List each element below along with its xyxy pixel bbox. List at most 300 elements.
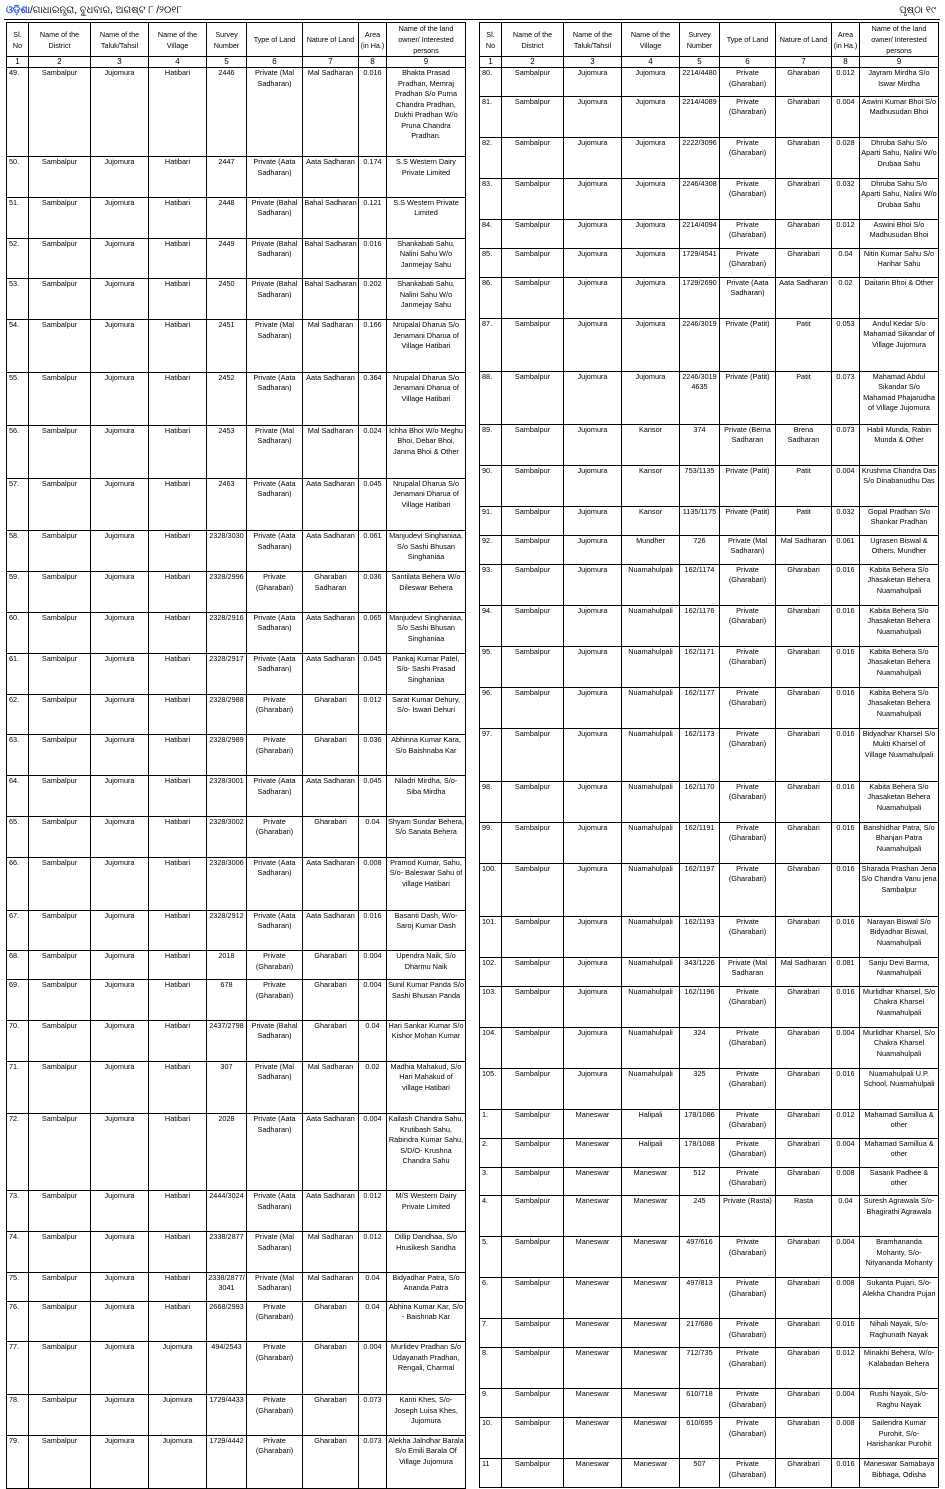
- land-type-cell: Private (Mal Sadharan: [720, 957, 776, 986]
- gazette-issue-info: /ଗାଧାରନ୍ତ୍ରା, ବୁଧବାର, ଅଗଷ୍ଟ ୮ /୨୦୧୮: [30, 5, 182, 16]
- land-nature-cell: Brena Sadharan: [776, 424, 832, 465]
- area-cell: 0.008: [832, 1418, 860, 1459]
- village-cell: Nuamahulpali: [622, 1027, 680, 1068]
- village-cell: Maneswar: [622, 1196, 680, 1237]
- survey-number-cell: 2214/4480: [680, 68, 720, 97]
- land-type-cell: Private (Gharabari): [720, 1348, 776, 1389]
- sl-no-cell: 50.: [7, 157, 29, 198]
- column-number: 8: [359, 57, 387, 68]
- village-cell: Jujomura: [149, 1342, 207, 1395]
- tahsil-cell: Jujomura: [564, 986, 622, 1027]
- area-cell: 0.024: [359, 425, 387, 478]
- village-cell: Hatibari: [149, 279, 207, 320]
- district-cell: Sambalpur: [29, 1020, 91, 1061]
- column-number: 4: [149, 57, 207, 68]
- sl-no-cell: 5.: [480, 1237, 502, 1278]
- district-cell: Sambalpur: [502, 1319, 564, 1348]
- village-cell: Maneswar: [622, 1459, 680, 1488]
- area-cell: 0.04: [359, 1272, 387, 1301]
- tahsil-cell: Jujomura: [564, 728, 622, 781]
- survey-number-cell: 610/695: [680, 1418, 720, 1459]
- land-type-cell: Private (Gharabari): [247, 735, 303, 776]
- land-nature-cell: Mal Sadharan: [776, 957, 832, 986]
- district-cell: Sambalpur: [502, 371, 564, 424]
- land-nature-cell: Gharabari: [776, 137, 832, 178]
- survey-number-cell: 2246/4308: [680, 178, 720, 219]
- village-cell: Hatibari: [149, 572, 207, 613]
- column-number: 5: [207, 57, 247, 68]
- survey-number-cell: 2018: [207, 951, 247, 980]
- sl-no-cell: 65.: [7, 816, 29, 857]
- district-cell: Sambalpur: [29, 1395, 91, 1436]
- land-nature-cell: Rasta: [776, 1196, 832, 1237]
- sl-no-cell: 73.: [7, 1191, 29, 1232]
- land-type-cell: Private (Gharabari): [247, 572, 303, 613]
- area-cell: 0.008: [359, 857, 387, 910]
- district-cell: Sambalpur: [502, 863, 564, 916]
- survey-number-cell: 678: [207, 980, 247, 1021]
- owner-cell: Ichha Bhoi W/o Meghu Bhoi, Debar Bhoi, Janma Bhoi & Other: [387, 425, 466, 478]
- table-body: [480, 68, 939, 1488]
- land-type-cell: Private (Mal Sadharan): [247, 1272, 303, 1301]
- land-type-cell: Private (Gharabari): [720, 1459, 776, 1488]
- column-number: 6: [720, 57, 776, 68]
- tahsil-cell: Jujomura: [91, 694, 149, 735]
- tahsil-cell: Jujomura: [564, 957, 622, 986]
- survey-number-cell: 2453: [207, 425, 247, 478]
- tahsil-cell: Jujomura: [564, 277, 622, 318]
- tahsil-cell: Jujomura: [564, 465, 622, 506]
- land-type-cell: Private (Gharabari): [720, 605, 776, 646]
- land-nature-cell: Aata Sadharan: [303, 531, 359, 572]
- area-cell: 0.065: [359, 612, 387, 653]
- col-header-land-type: Type of Land: [720, 23, 776, 57]
- district-cell: Sambalpur: [502, 986, 564, 1027]
- owner-cell: Dhruba Sahu S/o Aparti Sahu, Nalini W/o Drubaa Sahu: [860, 137, 939, 178]
- area-cell: 0.004: [359, 980, 387, 1021]
- tahsil-cell: Jujomura: [91, 197, 149, 238]
- district-cell: Sambalpur: [29, 1342, 91, 1395]
- land-nature-cell: Gharabari: [776, 1027, 832, 1068]
- area-cell: 0.028: [832, 137, 860, 178]
- table-row: [7, 1232, 466, 1273]
- area-cell: 0.016: [832, 1319, 860, 1348]
- sl-no-cell: 100.: [480, 863, 502, 916]
- survey-number-cell: 1729/4433: [207, 1395, 247, 1436]
- area-cell: 0.016: [832, 687, 860, 728]
- tahsil-cell: Jujomura: [564, 687, 622, 728]
- tahsil-cell: Maneswar: [564, 1196, 622, 1237]
- area-cell: 0.016: [832, 986, 860, 1027]
- owner-cell: S.S Western Private Limited: [387, 197, 466, 238]
- tahsil-cell: Maneswar: [564, 1348, 622, 1389]
- village-cell: Jujomura: [622, 219, 680, 248]
- owner-cell: Shankabati Sahu, Nalini Sahu W/o Janmejay Sahu: [387, 238, 466, 279]
- owner-cell: Shankabati Sahu, Nalini Sahu W/o Janmejay Sahu: [387, 279, 466, 320]
- sl-no-cell: 71.: [7, 1061, 29, 1114]
- survey-number-cell: 162/1177: [680, 687, 720, 728]
- survey-number-cell: 162/1176: [680, 605, 720, 646]
- survey-number-cell: 374: [680, 424, 720, 465]
- land-type-cell: Private (Gharabari): [720, 178, 776, 219]
- owner-cell: Sharada Prashan Jena S/o Chandra Vanu jena Sambalpur: [860, 863, 939, 916]
- area-cell: 0.032: [832, 178, 860, 219]
- village-cell: Maneswar: [622, 1167, 680, 1196]
- village-cell: Hatibari: [149, 1272, 207, 1301]
- table-row: [480, 248, 939, 277]
- village-cell: Kansor: [622, 424, 680, 465]
- district-cell: Sambalpur: [502, 1109, 564, 1138]
- tahsil-cell: Jujomura: [564, 1027, 622, 1068]
- area-cell: 0.02: [359, 1061, 387, 1114]
- land-nature-cell: Gharabari: [776, 687, 832, 728]
- table-row: [480, 1389, 939, 1418]
- land-nature-cell: Gharabari: [776, 1109, 832, 1138]
- area-cell: 0.364: [359, 372, 387, 425]
- land-type-cell: Private (Mal Sadharan): [247, 425, 303, 478]
- area-cell: 0.04: [832, 1196, 860, 1237]
- sl-no-cell: 104.: [480, 1027, 502, 1068]
- village-cell: Nuamahulpali: [622, 564, 680, 605]
- land-nature-cell: Mal Sadharan: [303, 68, 359, 157]
- area-cell: 0.016: [832, 916, 860, 957]
- sl-no-cell: 2.: [480, 1138, 502, 1167]
- area-cell: 0.012: [359, 694, 387, 735]
- table-row: [7, 531, 466, 572]
- land-type-cell: Private (Gharabari): [247, 1395, 303, 1436]
- survey-number-cell: 2668/2993: [207, 1301, 247, 1342]
- survey-number-cell: 2437/2798: [207, 1020, 247, 1061]
- owner-cell: Aswini Kumar Bhoi S/o Madhusudan Bhoi: [860, 96, 939, 137]
- owner-cell: Mahamad Samillua & other: [860, 1138, 939, 1167]
- land-type-cell: Private (Mal Sadharan): [720, 535, 776, 564]
- owner-cell: Ugrasen Biswal & Others, Mundher: [860, 535, 939, 564]
- tahsil-cell: Maneswar: [564, 1237, 622, 1278]
- district-cell: Sambalpur: [29, 1301, 91, 1342]
- survey-number-cell: 2214/4094: [680, 219, 720, 248]
- area-cell: 0.004: [359, 951, 387, 980]
- survey-number-cell: 162/1191: [680, 822, 720, 863]
- district-cell: Sambalpur: [502, 465, 564, 506]
- table-row: [7, 279, 466, 320]
- sl-no-cell: 96.: [480, 687, 502, 728]
- owner-cell: Dillip Dandhaa, S/o Hrusikesh Sandha: [387, 1232, 466, 1273]
- tahsil-cell: Maneswar: [564, 1167, 622, 1196]
- land-type-cell: Private (Mal Sadharan): [247, 68, 303, 157]
- land-nature-cell: Patit: [776, 465, 832, 506]
- survey-number-cell: 726: [680, 535, 720, 564]
- area-cell: 0.061: [832, 535, 860, 564]
- area-cell: 0.04: [832, 248, 860, 277]
- table-row: [480, 1027, 939, 1068]
- area-cell: 0.016: [832, 1068, 860, 1109]
- table-row: [480, 1459, 939, 1488]
- area-cell: 0.045: [359, 478, 387, 531]
- district-cell: Sambalpur: [29, 197, 91, 238]
- col-header-district: Name of the District: [29, 23, 91, 57]
- col-header-area: Area (in Ha.): [832, 23, 860, 57]
- area-cell: 0.004: [832, 1027, 860, 1068]
- land-type-cell: Private (Aata Sadharan): [247, 857, 303, 910]
- owner-cell: Maneswar Samabaya Bibhaga, Odisha: [860, 1459, 939, 1488]
- land-type-cell: Private (Aata Sadharan): [720, 277, 776, 318]
- col-header-owner: Name of the land owner/ Interested persons: [860, 23, 939, 57]
- table-row: [480, 1319, 939, 1348]
- survey-number-cell: 497/616: [680, 1237, 720, 1278]
- owner-cell: Nrupalal Dharua S/o Jenamani Dharua of Village Hatibari: [387, 320, 466, 373]
- land-type-cell: Private (Gharabari): [720, 646, 776, 687]
- district-cell: Sambalpur: [29, 425, 91, 478]
- header-rule: [4, 19, 940, 20]
- table-row: [7, 735, 466, 776]
- sl-no-cell: 68.: [7, 951, 29, 980]
- land-type-cell: Private (Patit): [720, 371, 776, 424]
- land-nature-cell: Gharabari: [303, 1301, 359, 1342]
- sl-no-cell: 83.: [480, 178, 502, 219]
- area-cell: 0.012: [832, 1348, 860, 1389]
- district-cell: Sambalpur: [502, 957, 564, 986]
- tahsil-cell: Jujomura: [91, 279, 149, 320]
- district-cell: Sambalpur: [502, 219, 564, 248]
- village-cell: Jujomura: [622, 248, 680, 277]
- village-cell: Kansor: [622, 506, 680, 535]
- tahsil-cell: Jujomura: [91, 157, 149, 198]
- table-row: [480, 646, 939, 687]
- sl-no-cell: 70.: [7, 1020, 29, 1061]
- tahsil-cell: Jujomura: [564, 506, 622, 535]
- land-type-cell: Private (Gharabari): [720, 1167, 776, 1196]
- sl-no-cell: 3.: [480, 1167, 502, 1196]
- owner-cell: M/S Western Dairy Private Limited: [387, 1191, 466, 1232]
- sl-no-cell: 84.: [480, 219, 502, 248]
- tahsil-cell: Jujomura: [91, 1020, 149, 1061]
- district-cell: Sambalpur: [502, 424, 564, 465]
- land-type-cell: Private (Gharabari): [247, 980, 303, 1021]
- survey-number-cell: 2214/4089: [680, 96, 720, 137]
- village-cell: Hatibari: [149, 157, 207, 198]
- village-cell: Jujomura: [149, 1395, 207, 1436]
- owner-cell: Nrupalal Dharua S/o Jenamani Dharua of Village Hatibari: [387, 478, 466, 531]
- owner-cell: Sasank Padhee & other: [860, 1167, 939, 1196]
- tahsil-cell: Jujomura: [91, 1301, 149, 1342]
- land-nature-cell: Gharabari: [776, 986, 832, 1027]
- survey-number-cell: 494/2543: [207, 1342, 247, 1395]
- district-cell: Sambalpur: [502, 277, 564, 318]
- survey-number-cell: 324: [680, 1027, 720, 1068]
- sl-no-cell: 63.: [7, 735, 29, 776]
- land-nature-cell: Gharabari: [303, 694, 359, 735]
- village-cell: Hatibari: [149, 776, 207, 817]
- survey-number-cell: 2328/3006: [207, 857, 247, 910]
- district-cell: Sambalpur: [29, 910, 91, 951]
- tahsil-cell: Jujomura: [564, 96, 622, 137]
- land-nature-cell: Patit: [776, 506, 832, 535]
- district-cell: Sambalpur: [29, 857, 91, 910]
- land-type-cell: Private (Gharabari): [720, 564, 776, 605]
- sl-no-cell: 11: [480, 1459, 502, 1488]
- tahsil-cell: Jujomura: [91, 951, 149, 980]
- sl-no-cell: 55.: [7, 372, 29, 425]
- sl-no-cell: 78.: [7, 1395, 29, 1436]
- owner-cell: Abhinna Kumar Kara, S/o Baishnaba Kar: [387, 735, 466, 776]
- district-cell: Sambalpur: [29, 776, 91, 817]
- owner-cell: Upendra Naik, S/o Dharmu Naik: [387, 951, 466, 980]
- area-cell: 0.012: [832, 1109, 860, 1138]
- owner-cell: Hari Sankar Kumar S/o Kishor Mohan Kumar: [387, 1020, 466, 1061]
- tahsil-cell: Jujomura: [91, 1435, 149, 1488]
- tahsil-cell: Maneswar: [564, 1319, 622, 1348]
- village-cell: Hatibari: [149, 68, 207, 157]
- tahsil-cell: Jujomura: [564, 1068, 622, 1109]
- land-type-cell: Private (Aata Sadharan): [247, 612, 303, 653]
- column-number-row: [480, 57, 939, 68]
- area-cell: 0.004: [832, 465, 860, 506]
- land-type-cell: Private (Gharabari): [720, 1389, 776, 1418]
- district-cell: Sambalpur: [502, 96, 564, 137]
- area-cell: 0.008: [832, 1167, 860, 1196]
- land-nature-cell: Aata Sadharan: [303, 612, 359, 653]
- district-cell: Sambalpur: [502, 1348, 564, 1389]
- tahsil-cell: Jujomura: [91, 735, 149, 776]
- survey-number-cell: 753/1135: [680, 465, 720, 506]
- owner-cell: Krushma Chandra Das S/o Dinabanudhu Das: [860, 465, 939, 506]
- owner-cell: Jayram Mirdha S/o Iswar Mirdha: [860, 68, 939, 97]
- village-cell: Hatibari: [149, 612, 207, 653]
- village-cell: Hatibari: [149, 238, 207, 279]
- tahsil-cell: Jujomura: [564, 371, 622, 424]
- survey-number-cell: 162/1174: [680, 564, 720, 605]
- owner-cell: Nuamahulpali U.P. School, Nuamahulpali: [860, 1068, 939, 1109]
- district-cell: Sambalpur: [502, 728, 564, 781]
- district-cell: Sambalpur: [29, 980, 91, 1021]
- area-cell: 0.012: [832, 219, 860, 248]
- land-table-right: [479, 22, 939, 1488]
- gazette-brand: ଓଡ଼ିଶା: [6, 5, 31, 16]
- table-row: [480, 178, 939, 219]
- sl-no-cell: 56.: [7, 425, 29, 478]
- owner-cell: Andul Kedar S/o Mahamad Sikandar of Village Jujomura: [860, 318, 939, 371]
- col-header-village: Name of the Village: [622, 23, 680, 57]
- district-cell: Sambalpur: [29, 612, 91, 653]
- area-cell: 0.04: [359, 1301, 387, 1342]
- sl-no-cell: 72.: [7, 1114, 29, 1191]
- land-nature-cell: Aata Sadharan: [303, 1114, 359, 1191]
- area-cell: 0.016: [832, 863, 860, 916]
- area-cell: 0.012: [359, 1232, 387, 1273]
- land-nature-cell: Gharabari: [303, 1342, 359, 1395]
- village-cell: Maneswar: [622, 1237, 680, 1278]
- village-cell: Hatibari: [149, 1191, 207, 1232]
- land-type-cell: Private (Gharabari): [720, 916, 776, 957]
- area-cell: 0.004: [832, 96, 860, 137]
- sl-no-cell: 6.: [480, 1278, 502, 1319]
- col-header-sl-no: Sl. No: [7, 23, 29, 57]
- land-type-cell: Private (Gharabari): [720, 1138, 776, 1167]
- owner-cell: Sukanta Pujari, S/o- Alekha Chandra Pujari: [860, 1278, 939, 1319]
- land-nature-cell: Mal Sadharan: [776, 535, 832, 564]
- tahsil-cell: Jujomura: [564, 318, 622, 371]
- village-cell: Nuamahulpali: [622, 1068, 680, 1109]
- district-cell: Sambalpur: [29, 1114, 91, 1191]
- land-nature-cell: Aata Sadharan: [303, 1191, 359, 1232]
- land-nature-cell: Gharabari: [776, 1278, 832, 1319]
- land-type-cell: Private (Aata Sadharan): [247, 1114, 303, 1191]
- village-cell: Nuamahulpali: [622, 646, 680, 687]
- land-type-cell: Private (Mal Sadharan): [247, 320, 303, 373]
- area-cell: 0.032: [832, 506, 860, 535]
- table-row: [480, 781, 939, 822]
- area-cell: 0.02: [832, 277, 860, 318]
- col-header-tahsil: Name of the Taluk/Tahsil: [564, 23, 622, 57]
- col-header-owner: Name of the land owner/ Interested persons: [387, 23, 466, 57]
- village-cell: Hatibari: [149, 694, 207, 735]
- owner-cell: Kanti Khes, S/o- Joseph Luisa Khes, Jujomura: [387, 1395, 466, 1436]
- village-cell: Hatibari: [149, 1114, 207, 1191]
- survey-number-cell: 2444/3024: [207, 1191, 247, 1232]
- land-type-cell: Private (Gharabari): [720, 1237, 776, 1278]
- land-type-cell: Private (Mal Sadharan): [247, 1061, 303, 1114]
- survey-number-cell: 162/1197: [680, 863, 720, 916]
- survey-number-cell: 1135/1175: [680, 506, 720, 535]
- column-number: 3: [91, 57, 149, 68]
- tahsil-cell: Jujomura: [564, 424, 622, 465]
- village-cell: Jujomura: [622, 371, 680, 424]
- village-cell: Hatibari: [149, 857, 207, 910]
- district-cell: Sambalpur: [29, 694, 91, 735]
- table-row: [480, 1167, 939, 1196]
- tahsil-cell: Maneswar: [564, 1459, 622, 1488]
- owner-cell: Shyam Sundar Behera, S/o Sanata Behera: [387, 816, 466, 857]
- survey-number-cell: 2328/3002: [207, 816, 247, 857]
- land-nature-cell: Gharabari: [776, 781, 832, 822]
- village-cell: Maneswar: [622, 1319, 680, 1348]
- land-type-cell: Private (Gharabari): [720, 822, 776, 863]
- sl-no-cell: 80.: [480, 68, 502, 97]
- tahsil-cell: Jujomura: [91, 653, 149, 694]
- land-type-cell: Private (Patit): [720, 465, 776, 506]
- owner-cell: Narayan Biswal S/o Bidyadhar Biswal, Nuamahulpali: [860, 916, 939, 957]
- table-body: [7, 68, 466, 1489]
- village-cell: Hatibari: [149, 197, 207, 238]
- village-cell: Maneswar: [622, 1389, 680, 1418]
- tahsil-cell: Jujomura: [91, 1272, 149, 1301]
- sl-no-cell: 9.: [480, 1389, 502, 1418]
- land-nature-cell: Gharabari: [776, 1319, 832, 1348]
- owner-cell: Minakhi Behera, W/o- Kalabadan Behera: [860, 1348, 939, 1389]
- table-row: [7, 157, 466, 198]
- survey-number-cell: 512: [680, 1167, 720, 1196]
- district-cell: Sambalpur: [29, 478, 91, 531]
- land-nature-cell: Aata Sadharan: [303, 776, 359, 817]
- land-nature-cell: Gharabari: [776, 605, 832, 646]
- land-type-cell: Private (Gharabari): [720, 219, 776, 248]
- table-row: [7, 694, 466, 735]
- tahsil-cell: Jujomura: [564, 219, 622, 248]
- village-cell: Jujomura: [622, 277, 680, 318]
- owner-cell: Daitarin Bhoi & Other: [860, 277, 939, 318]
- district-cell: Sambalpur: [502, 318, 564, 371]
- land-nature-cell: Gharabari: [303, 980, 359, 1021]
- tahsil-cell: Jujomura: [564, 822, 622, 863]
- owner-cell: Madhia Mahakud, S/o Hari Mahakud of village Hatibari: [387, 1061, 466, 1114]
- land-nature-cell: Gharabari: [776, 1167, 832, 1196]
- survey-number-cell: 343/1226: [680, 957, 720, 986]
- owner-cell: Habil Munda, Rabin Munda & Other: [860, 424, 939, 465]
- survey-number-cell: 178/1086: [680, 1109, 720, 1138]
- owner-cell: Kabita Behera S/o Jhasaketan Behera Nuamahulpali: [860, 781, 939, 822]
- sl-no-cell: 75.: [7, 1272, 29, 1301]
- table-row: [480, 424, 939, 465]
